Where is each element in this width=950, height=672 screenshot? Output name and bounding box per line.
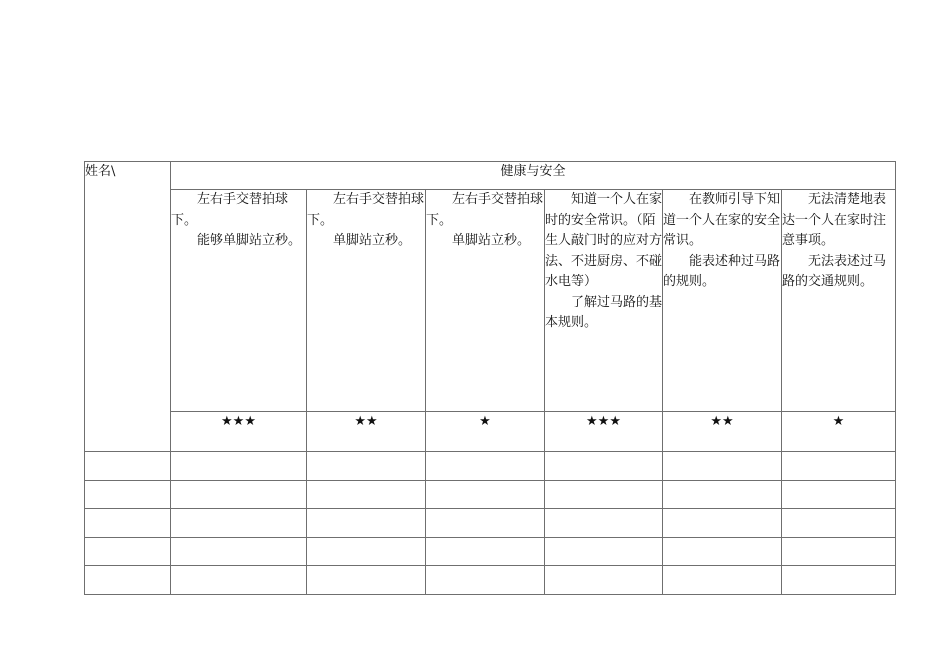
score-cell[interactable] [545,509,663,538]
table-row [85,452,896,481]
criterion-text: 无法清楚地表达一个人在家时注意事项。 [782,192,887,248]
criterion-text: 左右手交替拍球下。 [171,192,289,228]
name-cell[interactable] [85,566,171,595]
evaluation-table [84,161,896,595]
score-cell[interactable] [545,452,663,481]
score-cell[interactable] [307,538,426,566]
star-icon-group: ★★ [354,414,378,429]
star-icon-group: ★ [479,414,491,429]
criterion-text: 左右手交替拍球下。 [426,192,544,228]
criterion-cell [307,190,426,412]
star-rating-cell [171,412,307,452]
category-title: 健康与安全 [500,164,566,179]
score-cell[interactable] [663,566,782,595]
category-header [171,162,896,190]
score-cell[interactable] [307,566,426,595]
score-cell[interactable] [545,566,663,595]
criterion-text: 知道一个人在家时的安全常识。（陌生人敲门时的应对方法、不进厨房、不碰水电等） [545,192,663,289]
criterion-text: 左右手交替拍球下。 [307,192,425,228]
criterion-text: 无法表述过马路的交通规则。 [782,253,887,289]
name-cell[interactable] [85,452,171,481]
score-cell[interactable] [782,481,896,509]
score-cell[interactable] [426,452,545,481]
score-cell[interactable] [545,481,663,509]
criterion-cell [545,190,663,412]
table-row [85,566,896,595]
criterion-text: 了解过马路的基本规则。 [545,294,663,330]
score-cell[interactable] [782,566,896,595]
score-cell[interactable] [171,509,307,538]
score-cell[interactable] [307,481,426,509]
name-cell[interactable] [85,538,171,566]
score-cell[interactable] [171,566,307,595]
score-cell[interactable] [663,509,782,538]
score-cell[interactable] [545,538,663,566]
criterion-text: 单脚站立秒。 [333,233,412,248]
score-cell[interactable] [663,538,782,566]
name-column-header [85,162,171,452]
score-cell[interactable] [171,481,307,509]
table-row [85,509,896,538]
score-cell[interactable] [171,452,307,481]
score-cell[interactable] [426,481,545,509]
star-rating-cell [545,412,663,452]
score-cell[interactable] [171,538,307,566]
score-cell[interactable] [426,538,545,566]
star-rating-cell [426,412,545,452]
table-row [85,481,896,509]
name-cell[interactable] [85,509,171,538]
star-icon-group: ★★ [710,414,734,429]
score-cell[interactable] [663,452,782,481]
criterion-cell [171,190,307,412]
criterion-cell [663,190,782,412]
star-icon-group: ★★★ [586,414,621,429]
table-row [85,538,896,566]
star-icon-group: ★ [832,414,845,429]
score-cell[interactable] [307,509,426,538]
criterion-cell [782,190,896,412]
score-cell[interactable] [426,509,545,538]
star-rating-row [85,412,896,452]
criterion-text: 单脚站立秒。 [452,233,531,248]
star-rating-cell [782,412,896,452]
criteria-row [85,190,896,412]
star-rating-cell [307,412,426,452]
score-cell[interactable] [307,452,426,481]
star-rating-cell [663,412,782,452]
score-cell[interactable] [782,452,896,481]
score-cell[interactable] [663,481,782,509]
criterion-text: 能够单脚站立秒。 [197,233,302,248]
score-cell[interactable] [782,509,896,538]
score-cell[interactable] [782,538,896,566]
criterion-text: 能表述种过马路的规则。 [663,253,781,289]
criterion-text: 在教师引导下知道一个人在家的安全常识。 [663,192,781,248]
score-cell[interactable] [426,566,545,595]
name-header-label: 姓名\ [85,164,116,179]
criterion-cell [426,190,545,412]
category-header-row [85,162,896,190]
star-icon-group: ★★★ [221,414,256,429]
name-cell[interactable] [85,481,171,509]
